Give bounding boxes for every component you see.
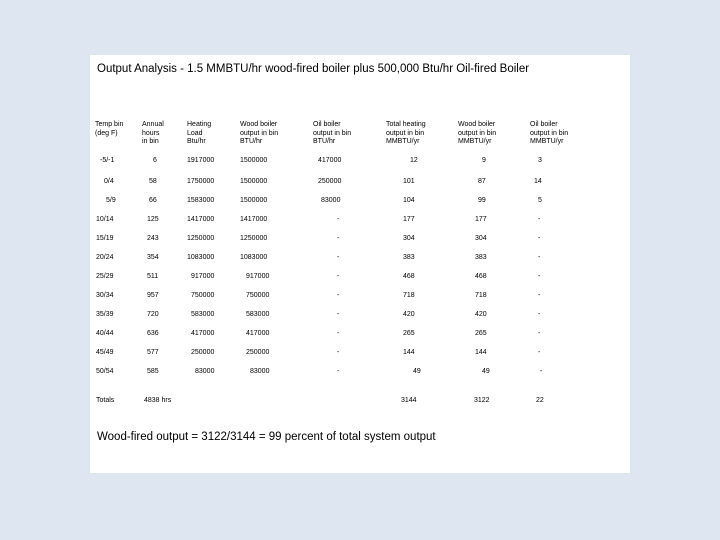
- table-cell: 144: [403, 349, 415, 356]
- table-cell: 417000: [246, 330, 270, 337]
- table-cell: 5/9: [106, 197, 116, 204]
- table-cell: 5: [538, 197, 542, 204]
- table-cell: 66: [149, 197, 157, 204]
- table-cell: -: [538, 349, 541, 356]
- table-cell: -: [337, 235, 340, 242]
- table-cell: 1250000: [240, 235, 268, 242]
- table-cell: 83000: [195, 368, 215, 375]
- table-cell: 420: [475, 311, 487, 318]
- table-cell: 917000: [246, 273, 270, 280]
- column-header: Annual hours in bin: [142, 121, 164, 145]
- table-cell: 1500000: [240, 178, 268, 185]
- table-cell: 50/54: [96, 368, 114, 375]
- table-cell: 177: [475, 216, 487, 223]
- table-cell: 917000: [191, 273, 215, 280]
- table-cell: -: [538, 216, 541, 223]
- column-header: Wood boiler output in bin BTU/hr: [240, 121, 279, 145]
- table-cell: 83000: [321, 197, 341, 204]
- table-cell: 304: [475, 235, 487, 242]
- table-cell: 1083000: [187, 254, 215, 261]
- table-cell: 40/44: [96, 330, 114, 337]
- table-cell: -: [337, 216, 340, 223]
- table-cell: 125: [147, 216, 159, 223]
- table-cell: -: [337, 273, 340, 280]
- table-cell: 3: [538, 157, 542, 164]
- table-cell: 304: [403, 235, 415, 242]
- table-cell: 583000: [191, 311, 215, 318]
- table-cell: 468: [475, 273, 487, 280]
- table-cell: 383: [475, 254, 487, 261]
- table-cell: 636: [147, 330, 159, 337]
- table-cell: -: [538, 254, 541, 261]
- column-header: Temp bin (deg F): [95, 121, 124, 137]
- table-cell: 25/29: [96, 273, 114, 280]
- table-cell: 957: [147, 292, 159, 299]
- table-cell: 383: [403, 254, 415, 261]
- table-cell: -: [538, 311, 541, 318]
- table-cell: 9: [482, 157, 486, 164]
- table-cell: 511: [147, 273, 159, 280]
- table-cell: 1250000: [187, 235, 215, 242]
- table-cell: -: [337, 330, 340, 337]
- table-cell: 87: [478, 178, 486, 185]
- table-cell: 265: [403, 330, 415, 337]
- table-cell: 577: [147, 349, 159, 356]
- table-cell: 6: [153, 157, 157, 164]
- table-cell: -: [337, 311, 340, 318]
- table-cell: 468: [403, 273, 415, 280]
- table-cell: -: [337, 254, 340, 261]
- table-cell: 0/4: [104, 178, 114, 185]
- totals-wood-output: 3122: [474, 397, 490, 404]
- table-cell: 49: [482, 368, 490, 375]
- table-cell: 1083000: [240, 254, 268, 261]
- table-cell: 1417000: [240, 216, 268, 223]
- table-cell: -5/-1: [100, 157, 115, 164]
- column-header: Oil boiler output in bin MMBTU/yr: [530, 121, 569, 145]
- table-cell: 1750000: [187, 178, 215, 185]
- table-cell: 10/14: [96, 216, 114, 223]
- table-cell: 417000: [191, 330, 215, 337]
- table-cell: 35/39: [96, 311, 114, 318]
- slide: [90, 55, 630, 473]
- table-cell: 354: [147, 254, 159, 261]
- table-cell: 1500000: [240, 157, 268, 164]
- table-cell: -: [538, 235, 541, 242]
- table-cell: 45/49: [96, 349, 114, 356]
- table-cell: 243: [147, 235, 159, 242]
- table-cell: 144: [475, 349, 487, 356]
- totals-total-output: 3144: [401, 397, 417, 404]
- table-cell: 1500000: [240, 197, 268, 204]
- table-cell: 720: [147, 311, 159, 318]
- table-cell: -: [538, 330, 541, 337]
- totals-label: Totals: [96, 397, 115, 404]
- table-cell: 417000: [318, 157, 342, 164]
- table-cell: 750000: [246, 292, 270, 299]
- table-cell: 1917000: [187, 157, 215, 164]
- table-cell: 177: [403, 216, 415, 223]
- column-header: Oil boiler output in bin BTU/hr: [313, 121, 352, 145]
- table-cell: -: [540, 368, 543, 375]
- table-cell: 250000: [246, 349, 270, 356]
- table-cell: 265: [475, 330, 487, 337]
- table-cell: 718: [475, 292, 487, 299]
- table-cell: 83000: [250, 368, 270, 375]
- table-cell: 250000: [191, 349, 215, 356]
- totals-hours: 4838 hrs: [144, 397, 172, 404]
- column-header: Wood boiler output in bin MMBTU/yr: [458, 121, 497, 145]
- table-cell: 99: [478, 197, 486, 204]
- table-cell: 750000: [191, 292, 215, 299]
- table-cell: -: [337, 292, 340, 299]
- table-cell: 583000: [246, 311, 270, 318]
- table-cell: 420: [403, 311, 415, 318]
- summary-line: Wood-fired output = 3122/3144 = 99 percent of total system output: [97, 431, 436, 443]
- table-cell: 585: [147, 368, 159, 375]
- table-cell: -: [337, 368, 340, 375]
- column-header: Heating Load Btu/hr: [187, 121, 212, 145]
- table-cell: 250000: [318, 178, 342, 185]
- table-cell: 1417000: [187, 216, 215, 223]
- table-cell: 14: [534, 178, 542, 185]
- table-cell: 101: [403, 178, 415, 185]
- table-cell: -: [538, 292, 541, 299]
- table-cell: 15/19: [96, 235, 114, 242]
- totals-oil-output: 22: [536, 397, 544, 404]
- table-cell: 49: [413, 368, 421, 375]
- table-cell: 30/34: [96, 292, 114, 299]
- table-cell: 104: [403, 197, 415, 204]
- column-header: Total heating output in bin MMBTU/yr: [386, 121, 426, 145]
- table-cell: 12: [410, 157, 418, 164]
- table-cell: -: [337, 349, 340, 356]
- table-cell: 20/24: [96, 254, 114, 261]
- table-cell: 1583000: [187, 197, 215, 204]
- table-cell: -: [538, 273, 541, 280]
- table-cell: 58: [149, 178, 157, 185]
- slide-title: Output Analysis - 1.5 MMBTU/hr wood-fired boiler plus 500,000 Btu/hr Oil-fired Boiler: [97, 63, 530, 75]
- table-cell: 718: [403, 292, 415, 299]
